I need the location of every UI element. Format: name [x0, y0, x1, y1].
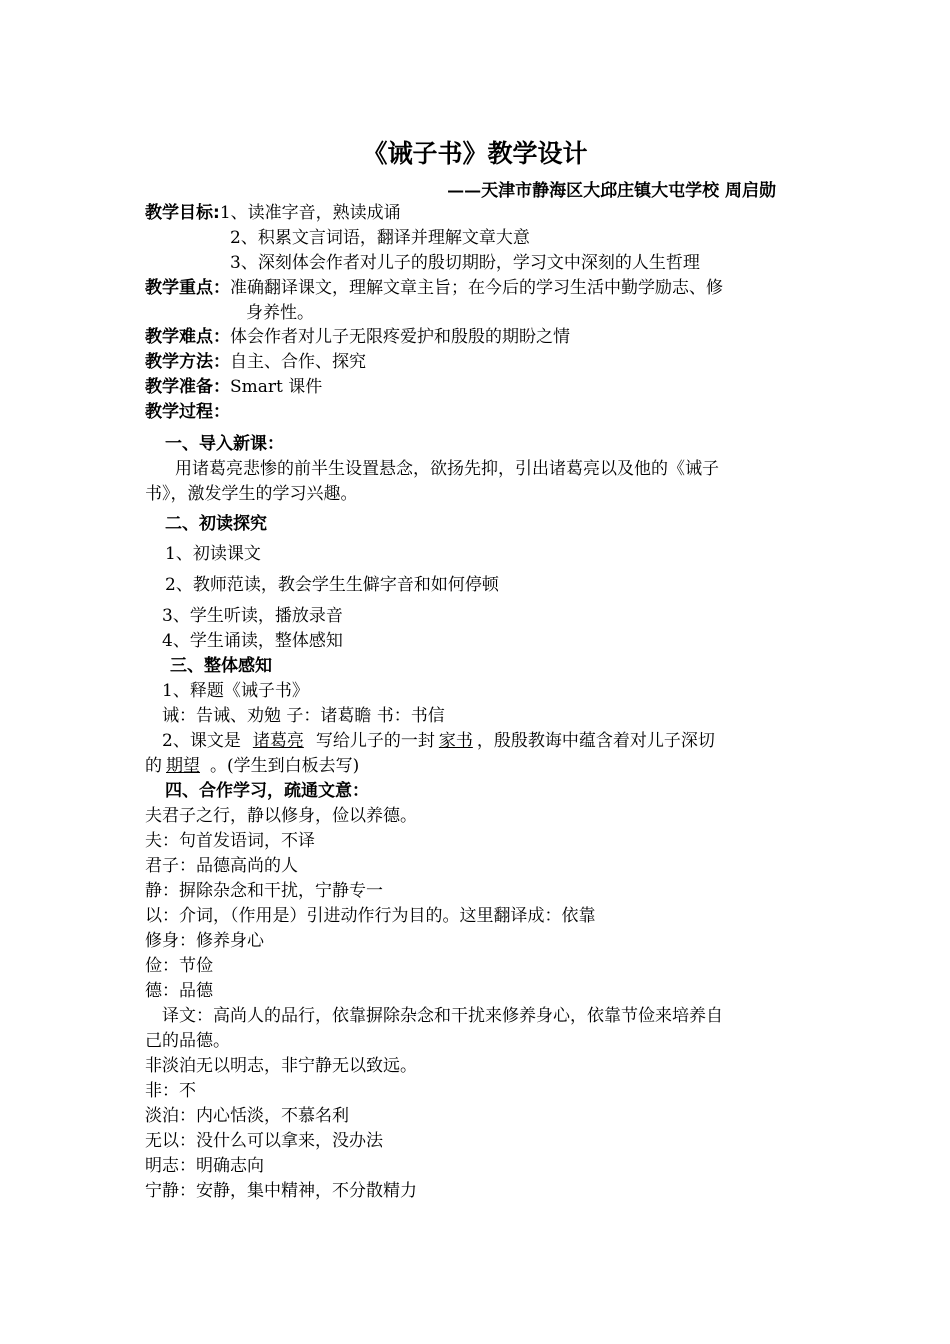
section-1-text-1: 用诸葛亮悲惨的前半生设置悬念，欲扬先抑，引出诸葛亮以及他的《诫子 [175, 459, 719, 479]
goal-item-2: 2、积累文言词语，翻译并理解文章大意 [230, 228, 530, 248]
method-text: 自主、合作、探究 [230, 352, 366, 372]
section-2-item-3: 3、学生听读，播放录音 [162, 606, 343, 626]
section-3-item-3-mid: 写给儿子的一封 [315, 731, 435, 751]
method-label: 教学方法： [145, 352, 230, 372]
key-points-text-2: 身养性。 [246, 303, 314, 323]
section-4-line-7: 俭：节俭 [145, 956, 213, 976]
section-2-item-4: 4、学生诵读，整体感知 [162, 631, 343, 651]
section-4-line-2: 夫：句首发语词，不译 [145, 831, 315, 851]
process-label [145, 400, 230, 424]
goal-item-3: 3、深刻体会作者对儿子的殷切期盼，学习文中深刻的人生哲理 [230, 253, 700, 273]
key-points-label: 教学重点： [145, 278, 230, 298]
process-label-text: 教学过程： [145, 402, 230, 422]
prep-text: Smart 课件 [230, 377, 323, 397]
section-2-heading: 二、初读探究 [165, 514, 267, 534]
section-4-heading: 四、合作学习，疏通文意： [165, 781, 369, 801]
difficulty-row [145, 325, 570, 349]
section-4-line-14: 宁静：安静，集中精神，不分散精力 [145, 1181, 417, 1201]
section-4-line-3: 君子：品德高尚的人 [145, 856, 298, 876]
key-points-text-1: 准确翻译课文，理解文章主旨；在今后的学习生活中勤学励志、修 [230, 278, 723, 298]
goals-label: 教学目标: [145, 203, 220, 223]
section-1-heading: 一、导入新课： [165, 434, 284, 454]
translation-line-2: 己的品德。 [145, 1031, 230, 1051]
difficulty-text: 体会作者对儿子无限疼爱护和殷殷的期盼之情 [230, 327, 570, 347]
section-1-text-2: 书》，激发学生的学习兴趣。 [145, 484, 358, 504]
section-3-item-4 [145, 754, 359, 778]
blank-author: 诸葛亮 [252, 731, 304, 751]
section-4-line-6: 修身：修养身心 [145, 931, 264, 951]
section-3-item-3-pre: 2、课文是 [162, 731, 241, 751]
document-title: 《诫子书》教学设计 [362, 139, 588, 168]
section-3-item-3 [162, 729, 715, 753]
section-2-item-2: 2、教师范读，教会学生生僻字音和如何停顿 [165, 575, 499, 595]
section-3-item-1: 1、释题《诫子书》 [162, 681, 309, 701]
goals-row [145, 201, 401, 225]
goal-item-1: 1、读准字音，熟读成诵 [219, 203, 401, 223]
section-3-item-3-post: ，殷殷教诲中蕴含着对儿子深切 [476, 731, 715, 751]
method-row [145, 350, 366, 374]
prep-label: 教学准备： [145, 377, 230, 397]
section-3-item-4-pre: 的 [145, 756, 162, 776]
author-byline: ——天津市静海区大邱庄镇大屯学校 周启勋 [447, 181, 776, 201]
prep-row [145, 375, 322, 399]
section-3-item-4-post: 。(学生到白板去写) [210, 756, 360, 776]
section-3-item-2: 诫：告诫、劝勉 子：诸葛瞻 书：书信 [162, 706, 445, 726]
section-4-line-4: 静：摒除杂念和干扰，宁静专一 [145, 881, 383, 901]
section-4-line-9: 非淡泊无以明志，非宁静无以致远。 [145, 1056, 417, 1076]
key-points-row [145, 276, 723, 300]
blank-expectation: 期望 [166, 756, 200, 776]
section-4-line-5: 以：介词，（作用是）引进动作行为目的。这里翻译成：依靠 [145, 906, 596, 926]
section-2-item-1: 1、初读课文 [165, 544, 261, 564]
section-3-heading: 三、整体感知 [170, 656, 272, 676]
section-4-line-10: 非：不 [145, 1081, 196, 1101]
translation-line-1: 译文：高尚人的品行，依靠摒除杂念和干扰来修养身心，依靠节俭来培养自 [162, 1006, 723, 1026]
difficulty-label: 教学难点： [145, 327, 230, 347]
section-4-line-13: 明志：明确志向 [145, 1156, 264, 1176]
blank-letter: 家书 [438, 731, 473, 751]
section-4-line-8: 德：品德 [145, 981, 213, 1001]
section-4-line-11: 淡泊：内心恬淡，不慕名利 [145, 1106, 349, 1126]
section-4-line-1: 夫君子之行，静以修身，俭以养德。 [145, 806, 417, 826]
section-4-line-12: 无以：没什么可以拿来，没办法 [145, 1131, 383, 1151]
